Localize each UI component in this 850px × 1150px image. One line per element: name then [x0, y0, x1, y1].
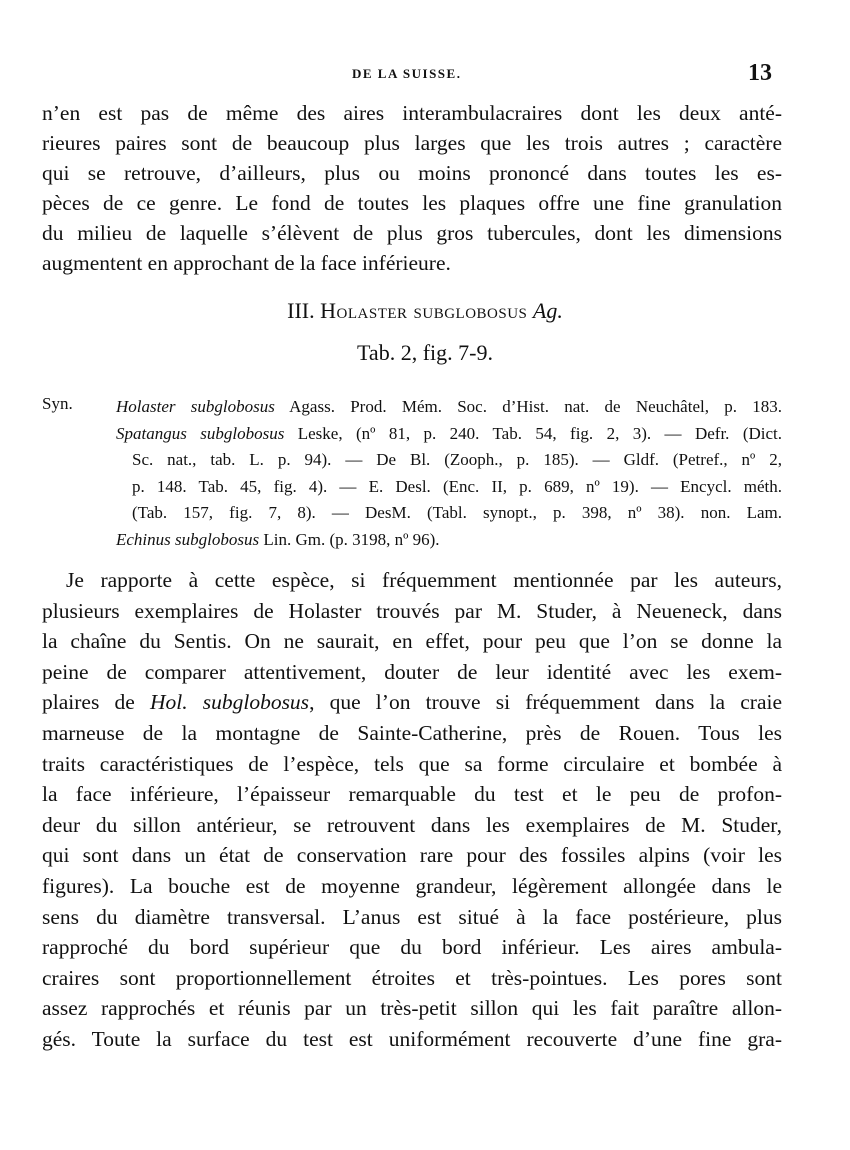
- text-line: sens du diamètre transversal. L’anus est situé à la face postérieure, plus: [42, 904, 782, 929]
- text-line: rieures paires sont de beaucoup plus larges que les trois autres ; caractère: [42, 131, 782, 155]
- running-head: [0, 60, 850, 90]
- citation: Agass. Prod. Mém. Soc. d’Hist. nat. de Neuchâtel, p. 183.: [274, 397, 782, 416]
- text-line: la chaîne du Sentis. On ne saurait, en effet, pour peu que l’on se donne la: [42, 629, 782, 654]
- italic-taxon: Hol. subglobosus: [149, 690, 310, 715]
- text-line: traits caractéristiques de l’espèce, tels que sa forme circulaire et bombée à: [42, 751, 782, 776]
- text-line: rapproché du bord supérieur que du bord inférieur. Les aires ambula-: [42, 935, 782, 960]
- text-line: deur du sillon antérieur, se retrouvent dans les exemplaires de M. Studer,: [42, 812, 782, 837]
- page-number: 13: [748, 60, 772, 86]
- species-name: Holaster subglobosus: [320, 298, 528, 323]
- citation: Sc. nat., tab. L. p. 94). — De Bl. (Zooph., p. 185). — Gldf. (Petref., nº 2,: [132, 450, 782, 469]
- citation: (Tab. 157, fig. 7, 8). — DesM. (Tabl. synopt., p. 398, nº 38). non. Lam.: [132, 503, 782, 522]
- taxon-name: Spatangus subglobosus: [116, 423, 285, 443]
- text-line: augmentent en approchant de la face inférieure.: [42, 251, 451, 275]
- text-line: peine de comparer attentivement, douter de leur identité avec les exem-: [42, 659, 782, 684]
- synonymy-line: [42, 500, 782, 527]
- text-line: gés. Toute la surface du test est uniformément recouverte d’une fine gra-: [42, 1026, 782, 1051]
- text-line: plusieurs exemplaires de Holaster trouvés par M. Studer, à Neueneck, dans: [42, 598, 782, 623]
- species-numeral: III.: [287, 298, 315, 323]
- text-line: marneuse de la montagne de Sainte-Catherine, près de Rouen. Tous les: [42, 720, 782, 745]
- citation: Leske, (nº 81, p. 240. Tab. 54, fig. 2, 3). — Defr. (Dict.: [284, 423, 782, 443]
- running-head-title: DE LA SUISSE.: [352, 66, 462, 81]
- plate-reference: Tab. 2, fig. 7-9.: [357, 340, 493, 365]
- synonymy-label: Syn.: [42, 394, 73, 413]
- taxon-name: Holaster subglobosus: [116, 397, 275, 416]
- paragraph-1: [42, 98, 782, 278]
- text-line: n’en est pas de même des aires interambulacraires dont les deux anté-: [42, 101, 782, 125]
- text-line: du milieu de laquelle s’élèvent de plus gros tubercules, dont les dimensions: [42, 221, 782, 245]
- text-line: pèces de ce genre. Le fond de toutes les plaques offre une fine granulation: [42, 191, 782, 215]
- synonymy-line: [42, 474, 782, 501]
- species-author: Ag.: [532, 298, 563, 323]
- text-line: qui sont dans un état de conservation rare pour des fossiles alpins (voir les: [42, 843, 782, 868]
- text-line: plaires de Hol. subglobosus, que l’on trouve si fréquemment dans la craie: [42, 690, 783, 715]
- text-line: Je rapporte à cette espèce, si fréquemment mentionnée par les auteurs,: [66, 568, 782, 592]
- paragraph-2: [42, 565, 782, 1055]
- species-heading: [0, 298, 850, 324]
- text-line: craires sont proportionnellement étroites et très-pointues. Les pores sont: [42, 965, 782, 990]
- synonymy-line: [42, 394, 782, 421]
- citation: Lin. Gm. (p. 3198, nº 96).: [259, 529, 440, 549]
- text-line: figures). La bouche est de moyenne grandeur, légèrement allongée dans le: [42, 873, 782, 898]
- synonymy-line: [42, 447, 782, 474]
- synonymy-block: [42, 394, 782, 553]
- synonymy-line: [42, 527, 782, 554]
- text-line: assez rapprochés et réunis par un très-petit sillon qui les fait paraître allon-: [42, 996, 782, 1021]
- taxon-name: Echinus subglobosus: [116, 529, 260, 549]
- citation: p. 148. Tab. 45, fig. 4). — E. Desl. (Enc. II, p. 689, nº 19). — Encycl. méth.: [132, 476, 782, 496]
- text-line: qui se retrouve, d’ailleurs, plus ou moins prononcé dans toutes les es-: [42, 161, 782, 185]
- text-line: la face inférieure, l’épaisseur remarquable du test et le peu de profon-: [42, 782, 782, 807]
- synonymy-line: [42, 421, 782, 448]
